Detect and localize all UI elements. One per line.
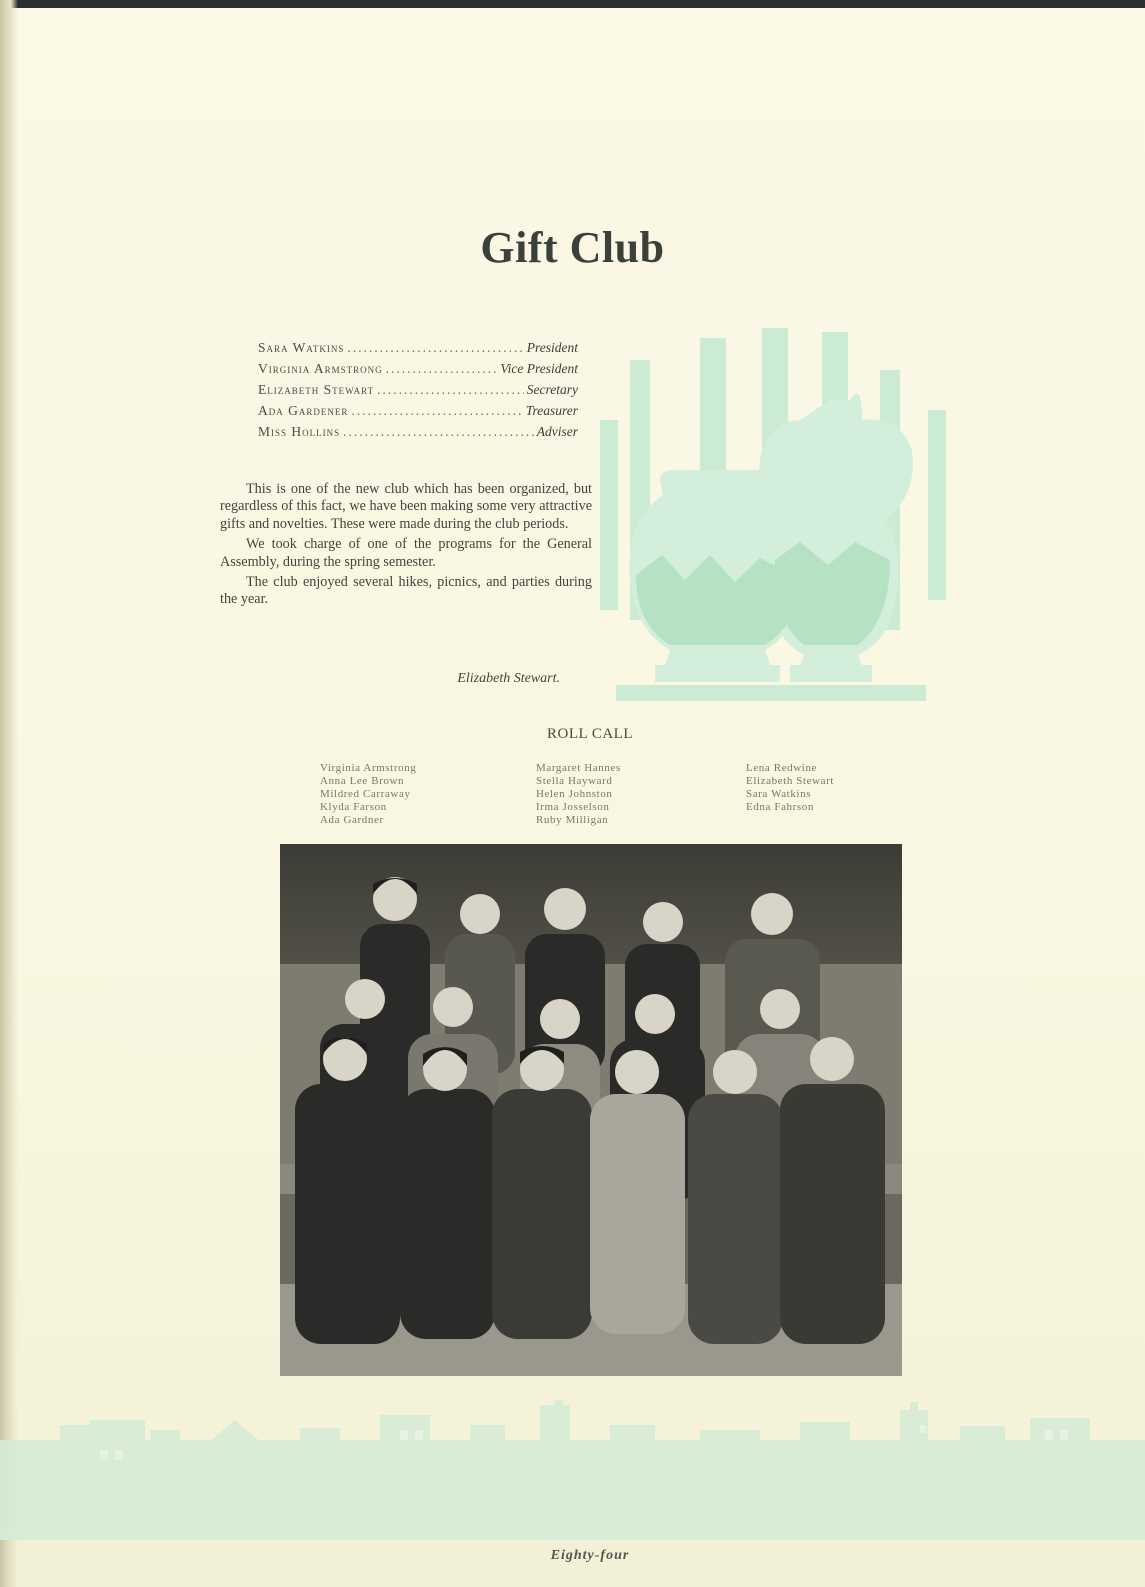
officer-row (258, 424, 578, 445)
roll-call-column (320, 762, 510, 827)
officer-role: Treasurer (525, 403, 578, 418)
paragraph: We took charge of one of the programs for the General Assembly, during the spring semester. (220, 536, 592, 570)
member-name: Ruby Milligan (536, 814, 609, 826)
leader-dots (347, 340, 523, 356)
officer-role: Vice President (500, 361, 578, 376)
paragraph: This is one of the new club which has been organized, but regardless of this fact, we have been making some very attractive gifts and novelties. These were made during the club periods. (220, 481, 592, 532)
member-name: Edna Fahrson (746, 801, 814, 813)
member-name: Helen Johnston (536, 788, 613, 800)
officer-name: Ada Gardener (258, 403, 349, 418)
officer-role: President (526, 340, 578, 355)
member-name: Anna Lee Brown (320, 775, 405, 787)
officer-row (258, 340, 578, 361)
club-description (220, 481, 592, 612)
officer-name: Miss Hollins (258, 424, 341, 439)
member-name: Virginia Armstrong (320, 762, 417, 774)
page-title: Gift Club (480, 223, 665, 272)
member-name: Sara Watkins (746, 788, 812, 800)
officers-list (258, 340, 578, 445)
leader-dots (386, 361, 498, 377)
officer-name: Virginia Armstrong (258, 361, 383, 376)
officer-row (258, 382, 578, 403)
leader-dots (351, 403, 522, 419)
member-name: Margaret Hannes (536, 762, 621, 774)
member-name: Mildred Carraway (320, 788, 411, 800)
top-edge (0, 0, 1145, 8)
member-name: Ada Gardner (320, 814, 384, 826)
member-name: Klyda Farson (320, 801, 387, 813)
officer-role: Secretary (526, 382, 578, 397)
page-number: Eighty-four (550, 1548, 630, 1563)
officer-role: Adviser (536, 424, 578, 439)
member-name: Irma Josselson (536, 801, 610, 813)
roll-call-column (746, 762, 936, 814)
officer-row (258, 361, 578, 382)
group-photo (280, 844, 902, 1376)
paragraph: The club enjoyed several hikes, picnics, and parties during the year. (220, 574, 592, 608)
signature: Elizabeth Stewart. (457, 671, 560, 686)
city-skyline-decoration (0, 1400, 1145, 1545)
member-name: Elizabeth Stewart (746, 775, 835, 787)
vase-illustration (600, 320, 960, 715)
roll-call-column (536, 762, 726, 827)
officer-name: Elizabeth Stewart (258, 382, 375, 397)
roll-call-heading: ROLL CALL (546, 726, 634, 742)
leader-dots (343, 424, 534, 440)
officer-name: Sara Watkins (258, 340, 345, 355)
officer-row (258, 403, 578, 424)
member-name: Stella Hayward (536, 775, 613, 787)
leader-dots (377, 382, 524, 398)
member-name: Lena Redwine (746, 762, 818, 774)
